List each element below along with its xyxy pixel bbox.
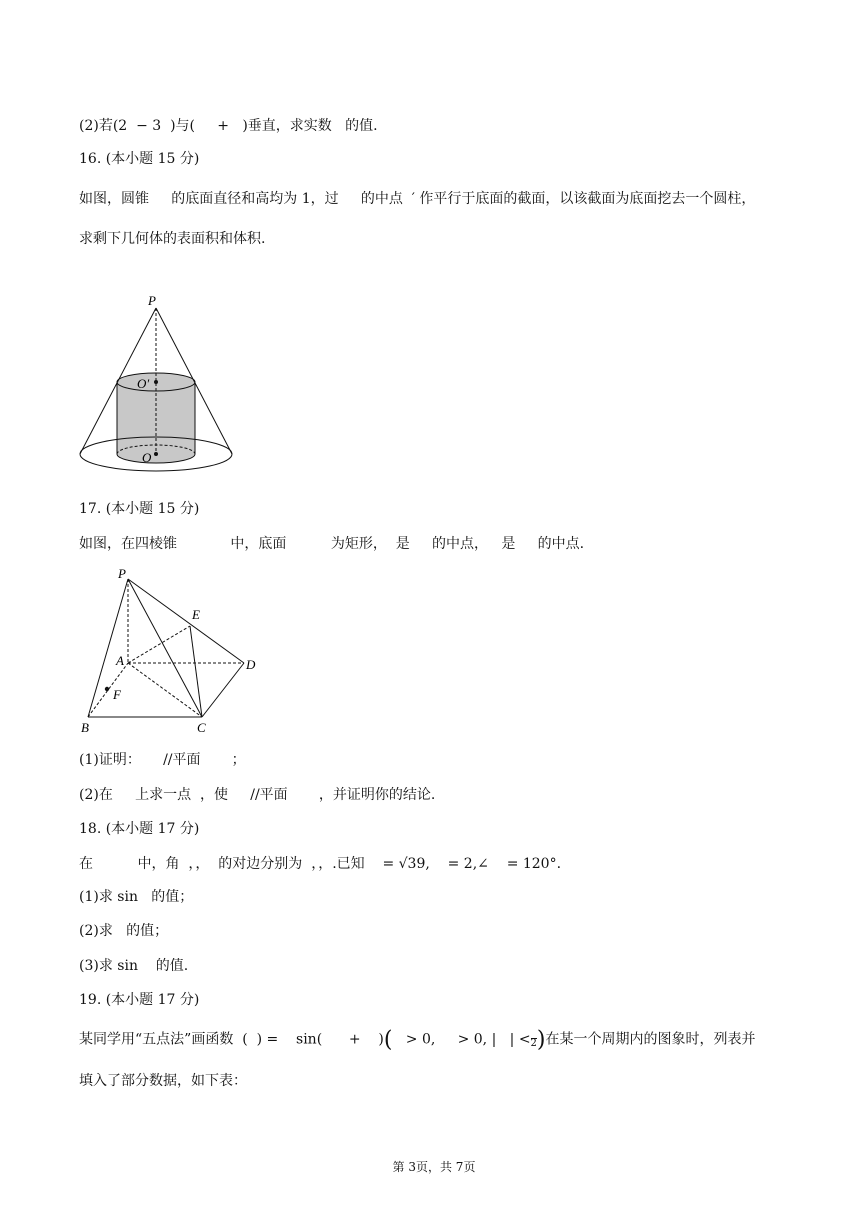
edge-PC bbox=[128, 579, 202, 717]
cone-with-cylinder-figure bbox=[76, 290, 241, 490]
page-footer: 第 3页，共 7页 bbox=[392, 1160, 476, 1174]
edge-CD bbox=[202, 663, 244, 717]
q19-heading: 19. (本小题 17 分) bbox=[79, 992, 200, 1008]
q18-part3: (3)求 sin 的值. bbox=[79, 958, 189, 974]
label-B: B bbox=[81, 720, 89, 735]
q15-part2: (2)若(2 − 3 )与( + )垂直，求实数 的值. bbox=[79, 118, 378, 134]
q18-body: 在 中，角 ，， 的对边分别为 ，，.已知 = √39, = 2,∠ = 120°. bbox=[79, 856, 562, 872]
label-O: O bbox=[142, 450, 152, 465]
fraction-denominator: 2 bbox=[530, 1038, 537, 1049]
label-A: A bbox=[116, 653, 124, 668]
q17-part1: (1)证明： //平面 ； bbox=[79, 752, 246, 768]
label-P: P bbox=[118, 566, 126, 581]
left-paren: ( bbox=[383, 1027, 393, 1053]
point-Oprime bbox=[154, 380, 158, 384]
q19-body-part-c: 在某一个周期内的图象时，列表并 bbox=[545, 1031, 756, 1048]
q17-body: 如图，在四棱锥 中，底面 为矩形， 是 的中点， 是 的中点. bbox=[79, 536, 585, 552]
q16-body-line1: 如图，圆锥 的底面直径和高均为 1，过 的中点 ′ 作平行于底面的截面，以该截面为底面挖去一个圆柱， bbox=[79, 191, 756, 207]
q16-heading: 16. (本小题 15 分) bbox=[79, 151, 200, 167]
q19-body-line2: 填入了部分数据，如下表： bbox=[79, 1073, 247, 1089]
label-P: P bbox=[148, 293, 156, 308]
q18-part1: (1)求 sin 的值； bbox=[79, 889, 194, 905]
q18-heading: 18. (本小题 17 分) bbox=[79, 821, 200, 837]
q16-body-line2: 求剩下几何体的表面积和体积. bbox=[79, 231, 266, 247]
edge-PB bbox=[88, 579, 128, 717]
label-Oprime: O′ bbox=[137, 376, 150, 391]
quadrilateral-pyramid-figure bbox=[76, 563, 266, 738]
label-C: C bbox=[197, 720, 206, 735]
edge-PD bbox=[128, 579, 244, 663]
edge-EC bbox=[190, 626, 202, 717]
label-E: E bbox=[192, 607, 200, 622]
q19-body-part-a: 某同学用“五点法”画函数 ( ) = sin( + ) bbox=[79, 1031, 384, 1048]
point-F bbox=[105, 687, 109, 691]
point-O bbox=[154, 452, 158, 456]
q17-part2: (2)在 上求一点 ，使 //平面 ，并证明你的结论. bbox=[79, 787, 436, 803]
q19-body-part-b: > 0, > 0, | | < bbox=[392, 1031, 531, 1048]
right-paren: ) bbox=[536, 1027, 546, 1053]
edge-AE bbox=[128, 626, 190, 663]
label-D: D bbox=[246, 657, 256, 672]
q18-part2: (2)求 的值； bbox=[79, 923, 169, 939]
edge-AC bbox=[128, 663, 202, 717]
q19-body-line1 bbox=[79, 1027, 756, 1053]
q17-heading: 17. (本小题 15 分) bbox=[79, 501, 200, 517]
label-F: F bbox=[113, 687, 121, 702]
